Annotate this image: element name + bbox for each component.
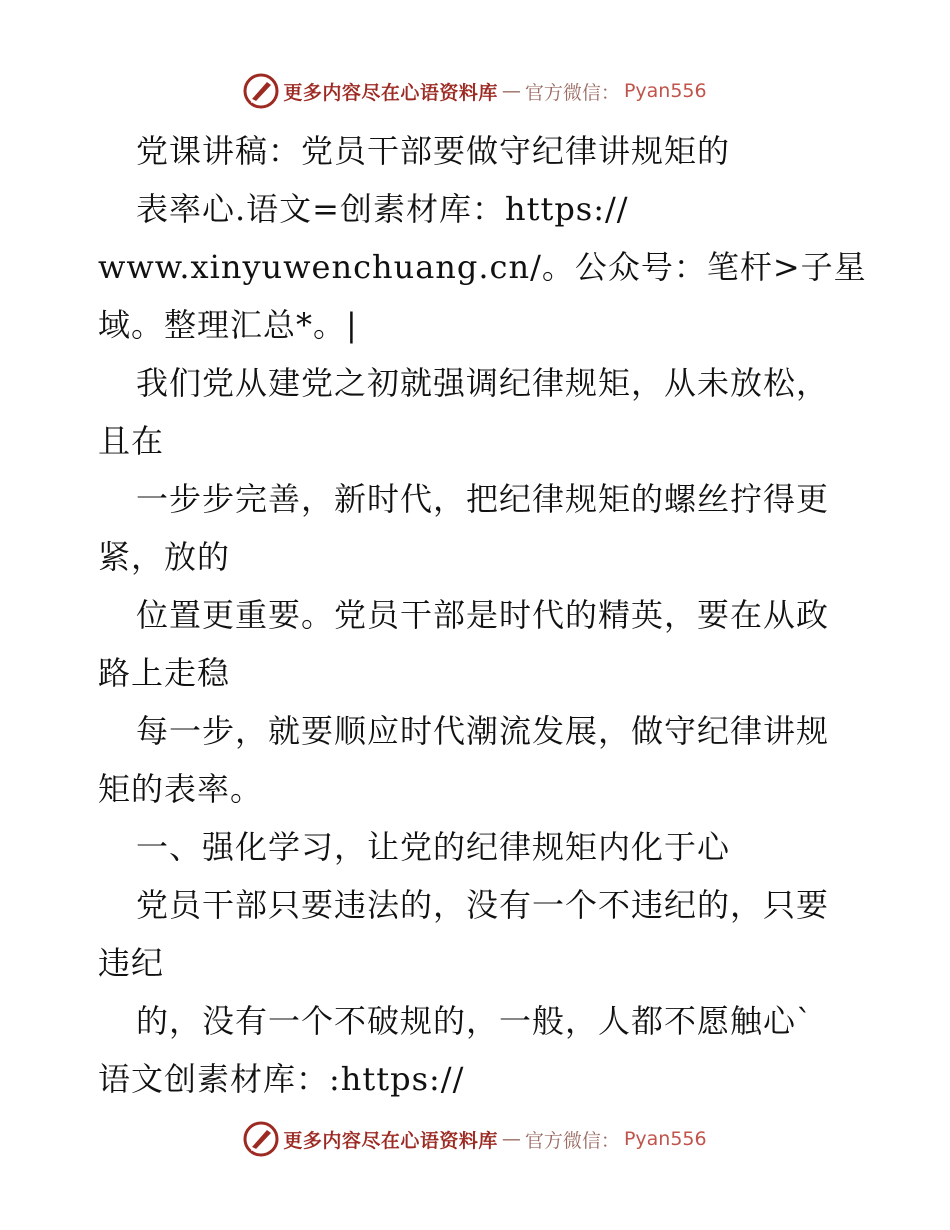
doc-line: 每一步，就要顺应时代潮流发展，做守纪律讲规 (136, 712, 830, 750)
doc-line: 紧，放的 (98, 538, 231, 576)
banner-separator: — (501, 1128, 521, 1150)
banner-wechat-id: Pyan556 (623, 80, 707, 102)
banner-wechat-label: 官方微信： (524, 81, 620, 104)
doc-line: 且在 (98, 422, 165, 460)
doc-line: 党员干部只要违法的，没有一个不违纪的，只要 (136, 886, 830, 924)
banner-wechat-label: 官方微信： (524, 1129, 620, 1152)
doc-line: 的，没有一个不破规的，一般，人都不愿触心` (136, 1002, 814, 1040)
doc-line: www.xinyuwenchuang.cn/。公众号：笔杆>子星 (98, 248, 867, 286)
section-heading: 一、强化学习，让党的纪律规矩内化于心 (136, 828, 731, 866)
doc-line: 路上走稳 (98, 654, 231, 692)
banner-text: 更多内容尽在心语资料库 (283, 81, 498, 104)
document-body (98, 122, 867, 1108)
banner-text: 更多内容尽在心语资料库 (283, 1129, 498, 1152)
banner-wechat-id: Pyan556 (623, 1128, 707, 1150)
doc-line: 语文创素材库：:https:// (98, 1060, 465, 1098)
header-banner (0, 69, 950, 113)
doc-line: 位置更重要。党员干部是时代的精英，要在从政 (136, 596, 830, 634)
doc-line: 一步步完善，新时代，把纪律规矩的螺丝拧得更 (136, 480, 830, 518)
doc-line: 我们党从建党之初就强调纪律规矩，从未放松， (136, 364, 830, 402)
doc-line: 党课讲稿：党员干部要做守纪律讲规矩的 (136, 132, 731, 170)
doc-line: 违纪 (98, 944, 165, 982)
doc-line: 矩的表率。 (98, 770, 264, 808)
doc-line: 域。整理汇总*。| (98, 306, 358, 344)
quill-logo-icon (243, 73, 279, 109)
banner-separator: — (501, 80, 521, 102)
quill-logo-icon (243, 1121, 279, 1157)
doc-line: 表率心.语文=创素材库：https:// (136, 190, 629, 228)
footer-banner (0, 1117, 950, 1161)
